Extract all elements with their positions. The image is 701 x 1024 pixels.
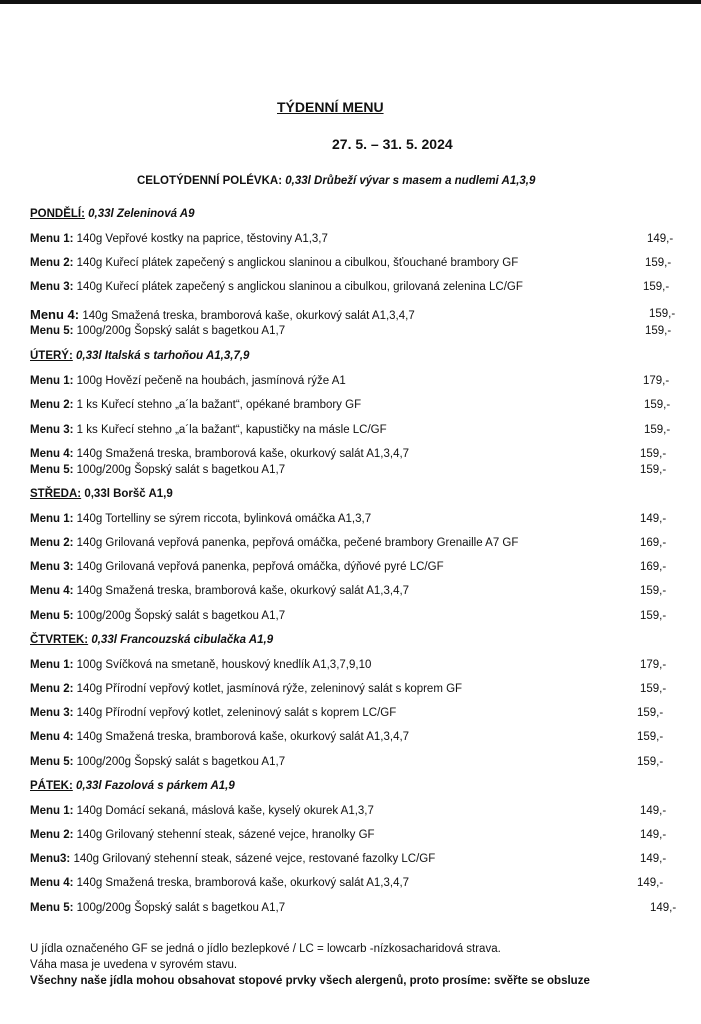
menu-dish: 1 ks Kuřecí stehno „a´la bažant“, opékané brambory GF xyxy=(76,399,362,411)
note-weight: Váha masa je uvedena v syrovém stavu. xyxy=(30,959,238,971)
menu-price: 149,- xyxy=(647,233,674,245)
menu-dish: 100g Svíčková na smetaně, houskový knedlík A1,3,7,9,10 xyxy=(76,659,372,671)
menu-dish: 100g/200g Šopský salát s bagetkou A1,7 xyxy=(76,902,286,914)
day-heading-tuesday xyxy=(30,350,249,362)
menu-label: Menu 5: xyxy=(30,325,74,337)
day-soup: 0,33l Italská s tarhoňou A1,3,7,9 xyxy=(76,350,250,362)
day-name: PONDĚLÍ: xyxy=(30,208,85,220)
menu-price: 159,- xyxy=(649,308,676,320)
menu-label: Menu 1: xyxy=(30,233,74,245)
menu-price: 179,- xyxy=(643,375,670,387)
menu-price: 149,- xyxy=(640,853,667,865)
menu-label: Menu 3: xyxy=(30,561,74,573)
menu-price: 149,- xyxy=(637,877,664,889)
day-name: PÁTEK: xyxy=(30,780,73,792)
menu-label: Menu 2: xyxy=(30,683,74,695)
menu-row xyxy=(30,448,409,460)
menu-dish: 140g Smažená treska, bramborová kaše, okurkový salát A1,3,4,7 xyxy=(82,310,415,322)
menu-row xyxy=(30,683,462,695)
day-heading-wednesday xyxy=(30,488,173,500)
footer-notes xyxy=(30,941,590,989)
menu-row xyxy=(30,756,285,768)
menu-dish: 1 ks Kuřecí stehno „a´la bažant“, kapustičky na másle LC/GF xyxy=(76,424,387,436)
menu-dish: 140g Domácí sekaná, máslová kaše, kyselý okurek A1,3,7 xyxy=(76,805,374,817)
menu-price: 159,- xyxy=(637,756,664,768)
menu-dish: 140g Vepřové kostky na paprice, těstoviny A1,3,7 xyxy=(76,233,328,245)
menu-row xyxy=(30,731,409,743)
menu-price: 169,- xyxy=(640,537,667,549)
menu-row xyxy=(30,233,328,245)
top-bar xyxy=(0,0,701,4)
menu-label: Menu 3: xyxy=(30,424,74,436)
menu-row xyxy=(30,513,371,525)
menu-label: Menu3: xyxy=(30,853,71,865)
menu-row xyxy=(30,805,374,817)
menu-label: Menu 3: xyxy=(30,281,74,293)
menu-label: Menu 1: xyxy=(30,805,74,817)
menu-dish: 140g Grilovaná vepřová panenka, pepřová omáčka, pečené brambory Grenaille A7 GF xyxy=(76,537,519,549)
menu-dish: 140g Tortelliny se sýrem riccota, bylinková omáčka A1,3,7 xyxy=(76,513,372,525)
menu-label: Menu 2: xyxy=(30,537,74,549)
menu-price: 159,- xyxy=(640,448,667,460)
day-heading-friday xyxy=(30,780,235,792)
menu-label: Menu 3: xyxy=(30,707,74,719)
menu-label: Menu 4: xyxy=(30,585,74,597)
day-name: STŘEDA: xyxy=(30,488,82,500)
menu-dish: 140g Grilovaný stehenní steak, sázené vejce, restované fazolky LC/GF xyxy=(73,853,436,865)
menu-dish: 140g Kuřecí plátek zapečený s anglickou slaninou a cibulkou, grilovaná zelenina LC/GF xyxy=(76,281,523,293)
day-soup: 0,33l Fazolová s párkem A1,9 xyxy=(76,780,235,792)
menu-row xyxy=(30,464,285,476)
menu-price: 149,- xyxy=(640,513,667,525)
menu-label: Menu 4: xyxy=(30,448,74,460)
menu-row xyxy=(30,307,415,322)
menu-dish: 140g Grilovaný stehenní steak, sázené vejce, hranolky GF xyxy=(76,829,375,841)
menu-price: 159,- xyxy=(640,464,667,476)
menu-dish: 140g Smažená treska, bramborová kaše, okurkový salát A1,3,4,7 xyxy=(76,731,410,743)
menu-dish: 100g/200g Šopský salát s bagetkou A1,7 xyxy=(76,756,286,768)
menu-row xyxy=(30,281,523,293)
weekly-soup xyxy=(137,175,535,187)
menu-dish: 140g Přírodní vepřový kotlet, jasmínová rýže, zeleninový salát s koprem GF xyxy=(76,683,463,695)
day-heading-thursday xyxy=(30,634,273,646)
menu-price: 159,- xyxy=(640,610,667,622)
week-dates: 27. 5. – 31. 5. 2024 xyxy=(332,136,453,152)
menu-label: Menu 1: xyxy=(30,659,74,671)
menu-label: Menu 5: xyxy=(30,756,74,768)
weekly-soup-label: CELOTÝDENNÍ POLÉVKA: xyxy=(137,175,283,187)
menu-price: 159,- xyxy=(643,281,670,293)
menu-price: 159,- xyxy=(644,424,671,436)
menu-price: 159,- xyxy=(637,707,664,719)
menu-row xyxy=(30,325,285,337)
day-soup: 0,33l Boršč A1,9 xyxy=(84,488,173,500)
menu-label: Menu 4: xyxy=(30,877,74,889)
menu-row xyxy=(30,424,387,436)
menu-dish: 140g Smažená treska, bramborová kaše, okurkový salát A1,3,4,7 xyxy=(76,448,410,460)
menu-row xyxy=(30,659,371,671)
menu-dish: 140g Smažená treska, bramborová kaše, okurkový salát A1,3,4,7 xyxy=(76,877,410,889)
menu-price: 149,- xyxy=(650,902,677,914)
note-allergens: Všechny naše jídla mohou obsahovat stopové prvky všech alergenů, proto prosíme: svěřte se obsluze xyxy=(30,975,590,987)
day-name: ÚTERÝ: xyxy=(30,350,73,362)
menu-row xyxy=(30,375,346,387)
menu-label: Menu 5: xyxy=(30,464,74,476)
menu-row xyxy=(30,707,396,719)
menu-row xyxy=(30,561,444,573)
menu-row xyxy=(30,829,375,841)
menu-dish: 140g Přírodní vepřový kotlet, zeleninový salát s koprem LC/GF xyxy=(76,707,397,719)
menu-label: Menu 1: xyxy=(30,513,74,525)
menu-price: 159,- xyxy=(640,683,667,695)
menu-price: 159,- xyxy=(644,399,671,411)
menu-row xyxy=(30,537,518,549)
menu-dish: 100g Hovězí pečeně na houbách, jasmínová rýže A1 xyxy=(76,375,346,387)
page-title: TÝDENNÍ MENU xyxy=(277,99,384,115)
menu-row xyxy=(30,585,409,597)
menu-row xyxy=(30,610,285,622)
menu-label: Menu 1: xyxy=(30,375,74,387)
menu-dish: 100g/200g Šopský salát s bagetkou A1,7 xyxy=(76,610,286,622)
menu-row xyxy=(30,902,285,914)
menu-dish: 100g/200g Šopský salát s bagetkou A1,7 xyxy=(76,464,286,476)
menu-label: Menu 4: xyxy=(30,307,80,322)
menu-row xyxy=(30,853,435,865)
menu-dish: 140g Grilovaná vepřová panenka, pepřová omáčka, dýňové pyré LC/GF xyxy=(76,561,444,573)
note-gf-lc: U jídla označeného GF se jedná o jídlo bezlepkové / LC = lowcarb -nízkosacharidová strava. xyxy=(30,943,501,955)
menu-row xyxy=(30,877,409,889)
menu-label: Menu 2: xyxy=(30,829,74,841)
menu-dish: 100g/200g Šopský salát s bagetkou A1,7 xyxy=(76,325,286,337)
menu-price: 159,- xyxy=(637,731,664,743)
menu-price: 159,- xyxy=(645,325,672,337)
menu-price: 149,- xyxy=(640,805,667,817)
menu-price: 149,- xyxy=(640,829,667,841)
day-soup: 0,33l Zeleninová A9 xyxy=(88,208,195,220)
menu-row xyxy=(30,399,361,411)
day-name: ČTVRTEK: xyxy=(30,634,89,646)
menu-dish: 140g Smažená treska, bramborová kaše, okurkový salát A1,3,4,7 xyxy=(76,585,410,597)
menu-label: Menu 4: xyxy=(30,731,74,743)
menu-price: 159,- xyxy=(640,585,667,597)
menu-row xyxy=(30,257,518,269)
menu-price: 159,- xyxy=(645,257,672,269)
menu-label: Menu 2: xyxy=(30,257,74,269)
menu-label: Menu 2: xyxy=(30,399,74,411)
menu-label: Menu 5: xyxy=(30,902,74,914)
day-soup: 0,33l Francouzská cibulačka A1,9 xyxy=(91,634,274,646)
menu-price: 179,- xyxy=(640,659,667,671)
menu-price: 169,- xyxy=(640,561,667,573)
menu-dish: 140g Kuřecí plátek zapečený s anglickou slaninou a cibulkou, šťouchané brambory GF xyxy=(76,257,519,269)
day-heading-monday xyxy=(30,208,194,220)
weekly-soup-name: 0,33l Drůbeží vývar s masem a nudlemi A1,3,9 xyxy=(285,175,536,187)
menu-label: Menu 5: xyxy=(30,610,74,622)
